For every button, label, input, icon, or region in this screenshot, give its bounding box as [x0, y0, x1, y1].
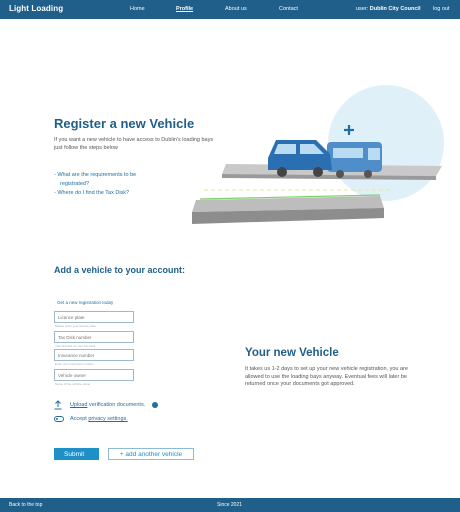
- user-indicator: [356, 6, 421, 12]
- upload-row: [54, 400, 158, 410]
- footer: [0, 498, 460, 512]
- faq-tax-disk-link[interactable]: - Where do I find the Tax Disk?: [54, 190, 130, 196]
- faq-requirements-link[interactable]: - What are the requirements to be: [54, 172, 137, 178]
- brand-logo[interactable]: Light Loading: [9, 4, 64, 13]
- info-description: It takes us 1-2 days to set up your new vehicle registration, you are allowed to use the loading bays anyway. Eventual fees will later be returned once your documents got approved.: [245, 366, 408, 387]
- back-to-top-link[interactable]: Back to the top: [9, 502, 43, 508]
- vehicle-owner-input[interactable]: [54, 369, 134, 381]
- privacy-prefix: Accept: [70, 416, 87, 422]
- hero-title: Register a new Vehicle: [54, 116, 195, 131]
- form-subtitle: Get a new registration today: [57, 300, 114, 305]
- nav-home[interactable]: Home: [130, 6, 145, 12]
- since-text: Since 2021: [217, 502, 243, 508]
- form-title: Add a vehicle to your account:: [54, 265, 186, 275]
- add-another-vehicle-button[interactable]: + add another vehicle: [108, 448, 194, 460]
- insurance-input[interactable]: [54, 349, 134, 361]
- faq-links: [54, 171, 136, 198]
- upload-link[interactable]: Upload: [70, 402, 88, 408]
- licence-plate-hint: Please enter your licence plate: [55, 324, 97, 328]
- vehicle-owner-hint: Name of the vehicle owner: [55, 382, 91, 386]
- nav-about-us[interactable]: About us: [225, 6, 247, 12]
- tax-disk-input[interactable]: [54, 331, 134, 343]
- tax-disk-hint: Your find this on your Tax Disk: [55, 344, 96, 348]
- vehicle-illustration: [186, 78, 444, 228]
- user-name: Dublin City Council: [369, 6, 421, 12]
- insurance-hint: Enter your insurance number: [55, 362, 94, 366]
- logout-link[interactable]: log out: [433, 6, 450, 12]
- submit-button[interactable]: Submit: [54, 448, 99, 460]
- top-navigation-bar: [0, 0, 460, 19]
- nav-profile[interactable]: Profile: [176, 6, 194, 12]
- upload-icon[interactable]: [54, 400, 62, 410]
- user-prefix: user:: [356, 6, 369, 12]
- nav-contact[interactable]: Contact: [279, 6, 298, 12]
- licence-plate-input[interactable]: [54, 311, 134, 323]
- hero-description: If you want a new vehicle to have access to Dublin's loading bays just follow the steps below: [54, 137, 214, 151]
- faq-requirements-link-cont[interactable]: registrated?: [60, 181, 90, 187]
- info-icon[interactable]: [152, 402, 158, 408]
- privacy-settings-link[interactable]: privacy settings.: [88, 416, 128, 422]
- upload-text: verification documents.: [88, 402, 146, 408]
- toggle-icon[interactable]: [54, 416, 64, 422]
- privacy-row: [54, 416, 128, 422]
- info-title: Your new Vehicle: [245, 347, 339, 359]
